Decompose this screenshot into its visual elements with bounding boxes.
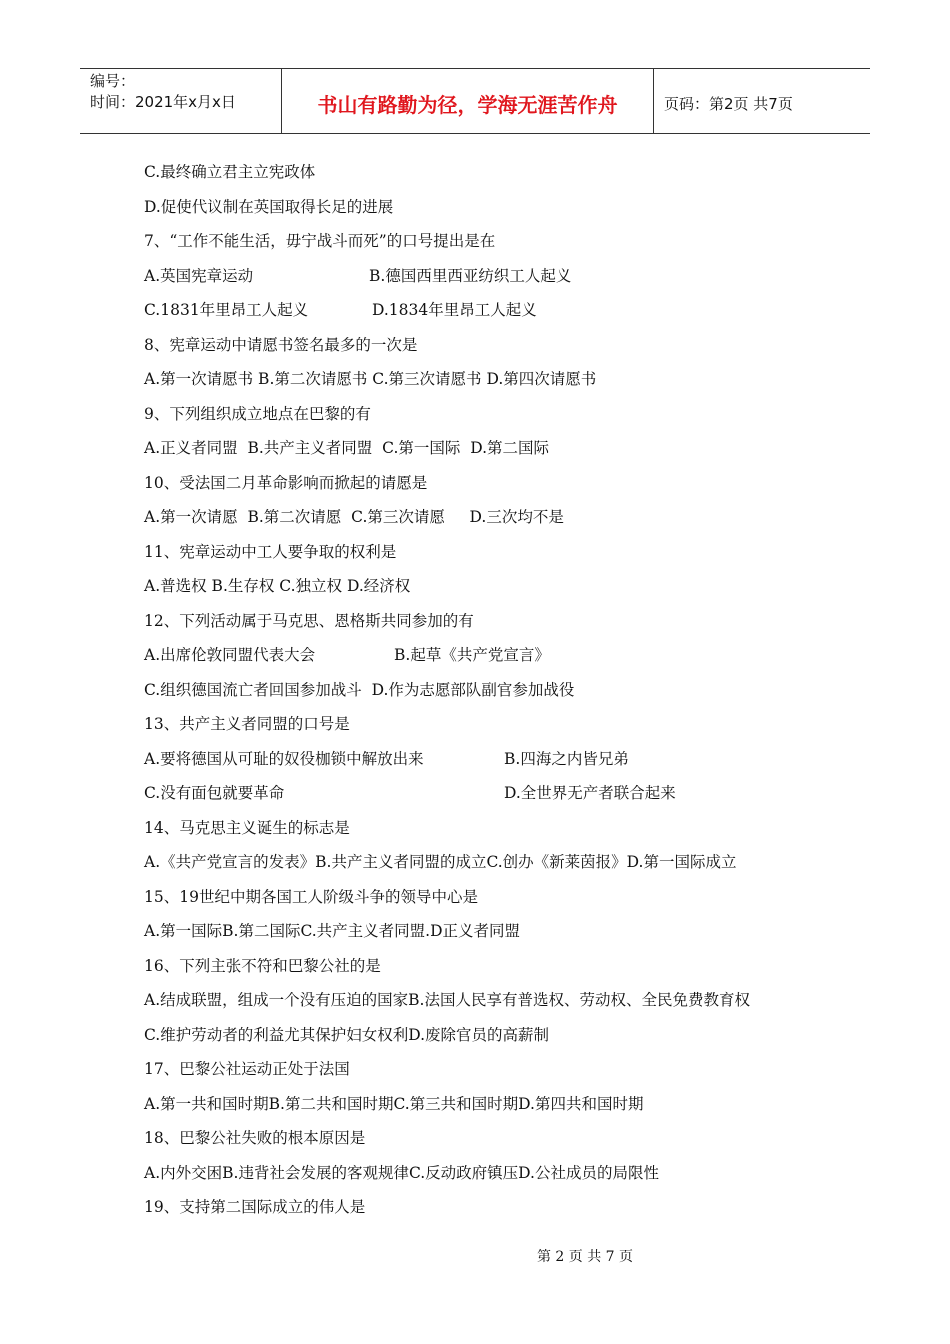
question-text: 7、“工作不能生活，毋宁战斗而死”的口号提出是在	[144, 232, 496, 250]
option-text: A.第一国际B.第二国际C.共产主义者同盟.D正义者同盟	[144, 922, 521, 940]
question-text: 12、下列活动属于马克思、恩格斯共同参加的有	[144, 611, 474, 630]
header-meta	[80, 69, 282, 133]
question-text: 9、下列组织成立地点在巴黎的有	[144, 404, 371, 423]
question-text: 15、19世纪中期各国工人阶级斗争的领导中心是	[144, 887, 478, 906]
option-text: A.英国宪章运动	[144, 266, 254, 285]
question-text: 19、支持第二国际成立的伟人是	[144, 1198, 366, 1216]
question-text: 16、下列主张不符和巴黎公社的是	[144, 956, 381, 975]
question-text: 13、共产主义者同盟的口号是	[144, 715, 350, 733]
question-text: 11、宪章运动中工人要争取的权利是	[144, 542, 397, 561]
option-text: C.没有面包就要革命	[144, 784, 285, 802]
option-text: B.德国西里西亚纺织工人起义	[369, 266, 572, 285]
option-text: A.正义者同盟 B.共产主义者同盟 C.第一国际 D.第二国际	[144, 439, 550, 457]
option-row	[144, 747, 844, 782]
header-page-info: 页码：第2页 共7页	[664, 94, 793, 113]
option-text: A.第一次请愿书 B.第二次请愿书 C.第三次请愿书 D.第四次请愿书	[144, 370, 597, 388]
option-text: D.全世界无产者联合起来	[504, 784, 676, 802]
document-time-label: 时间：2021年x月x日	[90, 93, 236, 111]
option-text: A.第一共和国时期B.第二共和国时期C.第三共和国时期D.第四共和国时期	[144, 1094, 644, 1113]
option-text: C.维护劳动者的利益尤其保护妇女权利D.废除官员的高薪制	[144, 1025, 550, 1044]
question-text: 14、马克思主义诞生的标志是	[144, 818, 350, 837]
option-text: C.最终确立君主立宪政体	[144, 163, 316, 181]
option-text: C.1831年里昂工人起义	[144, 301, 309, 319]
option-text: A.出席伦敦同盟代表大会	[144, 646, 316, 664]
header-motto: 书山有路勤为径，学海无涯苦作舟	[282, 69, 654, 133]
option-row	[144, 298, 844, 333]
question-text: 18、巴黎公社失败的根本原因是	[144, 1129, 366, 1147]
document-number-label: 编号：	[90, 72, 136, 90]
question-text: 10、受法国二月革命影响而掀起的请愿是	[144, 473, 428, 492]
option-text: A.第一次请愿 B.第二次请愿 C.第三次请愿 D.三次均不是	[144, 508, 564, 526]
option-text: A.结成联盟，组成一个没有压迫的国家B.法国人民享有普选权、劳动权、全民免费教育权	[144, 991, 750, 1009]
option-text: A.普选权 B.生存权 C.独立权 D.经济权	[144, 577, 411, 595]
option-row	[144, 264, 844, 299]
option-text: A.《共产党宣言的发表》B.共产主义者同盟的成立C.创办《新莱茵报》D.第一国际成立	[144, 853, 737, 871]
question-text: 17、巴黎公社运动正处于法国	[144, 1060, 350, 1078]
option-text: C.组织德国流亡者回国参加战斗 D.作为志愿部队副官参加战役	[144, 680, 575, 699]
option-text: A.内外交困B.违背社会发展的客观规律C.反动政府镇压D.公社成员的局限性	[144, 1163, 659, 1182]
option-row	[144, 643, 844, 678]
option-text: D.1834年里昂工人起义	[372, 301, 537, 319]
page-footer: 第 2 页 共 7 页	[536, 1249, 634, 1265]
option-text: D.促使代议制在英国取得长足的进展	[144, 197, 394, 216]
page-header	[80, 68, 870, 134]
option-text: A.要将德国从可耻的奴役枷锁中解放出来	[144, 749, 424, 768]
question-content	[144, 160, 844, 1230]
option-text: B.四海之内皆兄弟	[504, 749, 629, 768]
option-row	[144, 781, 844, 816]
option-text: B.起草《共产党宣言》	[394, 646, 550, 664]
question-text: 8、宪章运动中请愿书签名最多的一次是	[144, 335, 418, 354]
